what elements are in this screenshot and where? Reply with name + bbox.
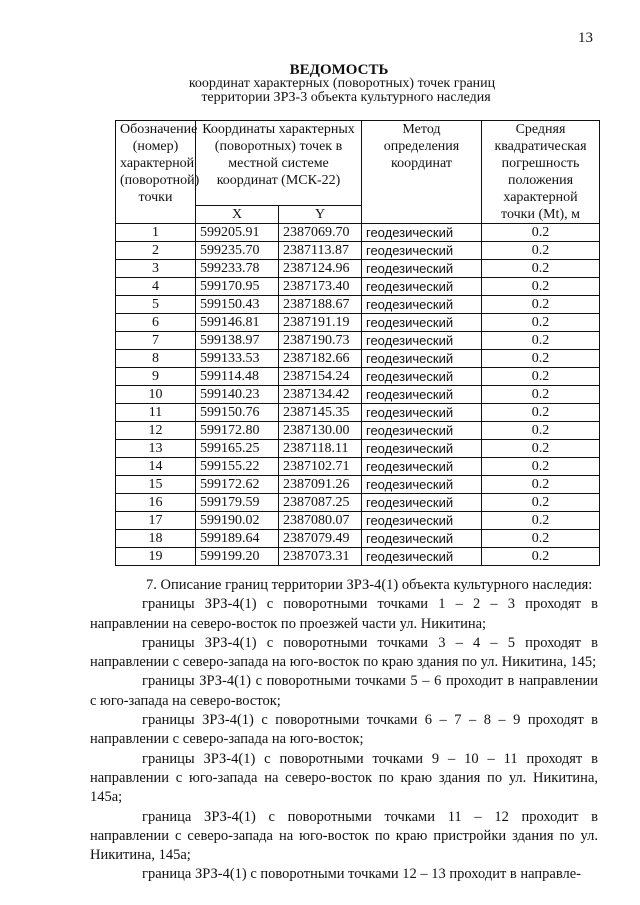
point-number-cell: 17 — [116, 512, 196, 530]
header-coordinates: Координаты характерных (поворотных) точек в местной системе координат (МСК-22) — [196, 121, 362, 206]
boundary-description — [90, 576, 598, 885]
y-coordinate-cell: 2387069.70 — [279, 224, 362, 242]
y-coordinate-cell: 2387091.26 — [279, 476, 362, 494]
point-number-cell: 11 — [116, 404, 196, 422]
point-number-cell: 7 — [116, 332, 196, 350]
x-coordinate-cell: 599138.97 — [196, 332, 279, 350]
method-cell: геодезический — [362, 242, 482, 260]
table-row — [116, 386, 600, 404]
x-coordinate-cell: 599235.70 — [196, 242, 279, 260]
y-coordinate-cell: 2387190.73 — [279, 332, 362, 350]
x-coordinate-cell: 599172.80 — [196, 422, 279, 440]
title-line-3: территории ЗРЗ-3 объекта культурного наследия — [201, 90, 491, 105]
x-coordinate-cell: 599170.95 — [196, 278, 279, 296]
accuracy-cell: 0.2 — [482, 404, 600, 422]
method-cell: геодезический — [362, 422, 482, 440]
y-coordinate-cell: 2387154.24 — [279, 368, 362, 386]
y-coordinate-cell: 2387079.49 — [279, 530, 362, 548]
description-paragraph: границы ЗРЗ-4(1) с поворотными точками 3 – 4 – 5 проходят в направлении с северо-запада на юго-восток по краю здания по ул. Никитина, 145; — [90, 634, 598, 671]
section-heading: 7. Описание границ территории ЗРЗ-4(1) объекта культурного наследия: — [146, 577, 593, 593]
table-body — [116, 224, 600, 566]
point-number-cell: 14 — [116, 458, 196, 476]
point-number-cell: 12 — [116, 422, 196, 440]
point-number-cell: 5 — [116, 296, 196, 314]
y-coordinate-cell: 2387113.87 — [279, 242, 362, 260]
method-cell: геодезический — [362, 350, 482, 368]
y-coordinate-cell: 2387118.11 — [279, 440, 362, 458]
method-cell: геодезический — [362, 530, 482, 548]
y-coordinate-cell: 2387191.19 — [279, 314, 362, 332]
point-number-cell: 3 — [116, 260, 196, 278]
accuracy-cell: 0.2 — [482, 350, 600, 368]
accuracy-cell: 0.2 — [482, 422, 600, 440]
table-row — [116, 476, 600, 494]
y-coordinate-cell: 2387102.71 — [279, 458, 362, 476]
accuracy-cell: 0.2 — [482, 368, 600, 386]
x-coordinate-cell: 599165.25 — [196, 440, 279, 458]
y-coordinate-cell: 2387182.66 — [279, 350, 362, 368]
document-title — [0, 63, 640, 105]
x-coordinate-cell: 599140.23 — [196, 386, 279, 404]
point-number-cell: 19 — [116, 548, 196, 566]
page-number: 13 — [578, 30, 593, 46]
method-cell: геодезический — [362, 296, 482, 314]
accuracy-cell: 0.2 — [482, 314, 600, 332]
y-coordinate-cell: 2387124.96 — [279, 260, 362, 278]
point-number-cell: 16 — [116, 494, 196, 512]
x-coordinate-cell: 599150.76 — [196, 404, 279, 422]
table-row — [116, 242, 600, 260]
method-cell: геодезический — [362, 314, 482, 332]
accuracy-cell: 0.2 — [482, 224, 600, 242]
accuracy-cell: 0.2 — [482, 440, 600, 458]
table-row — [116, 260, 600, 278]
header-y: Y — [279, 206, 362, 224]
x-coordinate-cell: 599155.22 — [196, 458, 279, 476]
x-coordinate-cell: 599190.02 — [196, 512, 279, 530]
method-cell: геодезический — [362, 476, 482, 494]
accuracy-cell: 0.2 — [482, 530, 600, 548]
method-cell: геодезический — [362, 332, 482, 350]
accuracy-cell: 0.2 — [482, 242, 600, 260]
description-paragraph: границы ЗРЗ-4(1) с поворотными точками 1 – 2 – 3 проходят в направлении на северо-восток по проезжей части ул. Никитина; — [90, 596, 598, 632]
header-x: X — [196, 206, 279, 224]
table-row — [116, 224, 600, 242]
accuracy-cell: 0.2 — [482, 332, 600, 350]
table-row — [116, 368, 600, 386]
table-row — [116, 458, 600, 476]
point-number-cell: 13 — [116, 440, 196, 458]
x-coordinate-cell: 599205.91 — [196, 224, 279, 242]
accuracy-cell: 0.2 — [482, 548, 600, 566]
method-cell: геодезический — [362, 404, 482, 422]
point-number-cell: 8 — [116, 350, 196, 368]
title-line-1: ВЕДОМОСТЬ — [289, 62, 389, 78]
y-coordinate-cell: 2387087.25 — [279, 494, 362, 512]
accuracy-cell: 0.2 — [482, 296, 600, 314]
method-cell: геодезический — [362, 548, 482, 566]
x-coordinate-cell: 599179.59 — [196, 494, 279, 512]
y-coordinate-cell: 2387173.40 — [279, 278, 362, 296]
x-coordinate-cell: 599114.48 — [196, 368, 279, 386]
method-cell: геодезический — [362, 494, 482, 512]
point-number-cell: 2 — [116, 242, 196, 260]
x-coordinate-cell: 599150.43 — [196, 296, 279, 314]
y-coordinate-cell: 2387130.00 — [279, 422, 362, 440]
method-cell: геодезический — [362, 278, 482, 296]
x-coordinate-cell: 599189.64 — [196, 530, 279, 548]
title-line-2: координат характерных (поворотных) точек границ — [188, 76, 496, 91]
header-accuracy: Средняя квадратическая погрешность положения характерной точки (Mt), м — [482, 121, 600, 224]
accuracy-cell: 0.2 — [482, 512, 600, 530]
accuracy-cell: 0.2 — [482, 278, 600, 296]
accuracy-cell: 0.2 — [482, 476, 600, 494]
table-row — [116, 548, 600, 566]
description-paragraph: границы ЗРЗ-4(1) с поворотными точками 9 – 10 – 11 проходят в направлении с юго-запада на северо-восток по краю здания по ул. Никитина, 145а; — [90, 750, 598, 806]
y-coordinate-cell: 2387145.35 — [279, 404, 362, 422]
point-number-cell: 10 — [116, 386, 196, 404]
header-method: Метод определения координат — [362, 121, 482, 224]
x-coordinate-cell: 599172.62 — [196, 476, 279, 494]
description-paragraph: границы ЗРЗ-4(1) с поворотными точками 5 – 6 проходит в направлении с юго-запада на северо-восток; — [90, 673, 598, 709]
x-coordinate-cell: 599133.53 — [196, 350, 279, 368]
table-row — [116, 296, 600, 314]
point-number-cell: 18 — [116, 530, 196, 548]
accuracy-cell: 0.2 — [482, 494, 600, 512]
accuracy-cell: 0.2 — [482, 458, 600, 476]
x-coordinate-cell: 599146.81 — [196, 314, 279, 332]
table-row — [116, 530, 600, 548]
x-coordinate-cell: 599199.20 — [196, 548, 279, 566]
table-row — [116, 350, 600, 368]
accuracy-cell: 0.2 — [482, 260, 600, 278]
method-cell: геодезический — [362, 260, 482, 278]
table-row — [116, 440, 600, 458]
method-cell: геодезический — [362, 458, 482, 476]
method-cell: геодезический — [362, 224, 482, 242]
table-row — [116, 314, 600, 332]
y-coordinate-cell: 2387134.42 — [279, 386, 362, 404]
description-paragraph: граница ЗРЗ-4(1) с поворотными точками 11 – 12 проходит в направлении с северо-запада на юго-восток по краю пристройки здания по ул. Никитина, 145а; — [90, 808, 598, 864]
y-coordinate-cell: 2387188.67 — [279, 296, 362, 314]
y-coordinate-cell: 2387073.31 — [279, 548, 362, 566]
header-designation: Обозначение (номер) характерной (поворотной) точки — [116, 121, 196, 224]
point-number-cell: 6 — [116, 314, 196, 332]
table-row — [116, 422, 600, 440]
point-number-cell: 9 — [116, 368, 196, 386]
method-cell: геодезический — [362, 368, 482, 386]
table-row — [116, 494, 600, 512]
x-coordinate-cell: 599233.78 — [196, 260, 279, 278]
method-cell: геодезический — [362, 386, 482, 404]
table-row — [116, 278, 600, 296]
method-cell: геодезический — [362, 440, 482, 458]
point-number-cell: 1 — [116, 224, 196, 242]
description-paragraph: граница ЗРЗ-4(1) с поворотными точками 12 – 13 проходит в направле- — [142, 866, 581, 883]
table-row — [116, 332, 600, 350]
coordinates-table — [115, 120, 600, 566]
table-row — [116, 512, 600, 530]
y-coordinate-cell: 2387080.07 — [279, 512, 362, 530]
table-row — [116, 404, 600, 422]
point-number-cell: 15 — [116, 476, 196, 494]
point-number-cell: 4 — [116, 278, 196, 296]
method-cell: геодезический — [362, 512, 482, 530]
description-paragraph: границы ЗРЗ-4(1) с поворотными точками 6 – 7 – 8 – 9 проходят в направлении с северо-запада на юго-восток; — [90, 712, 598, 748]
accuracy-cell: 0.2 — [482, 386, 600, 404]
